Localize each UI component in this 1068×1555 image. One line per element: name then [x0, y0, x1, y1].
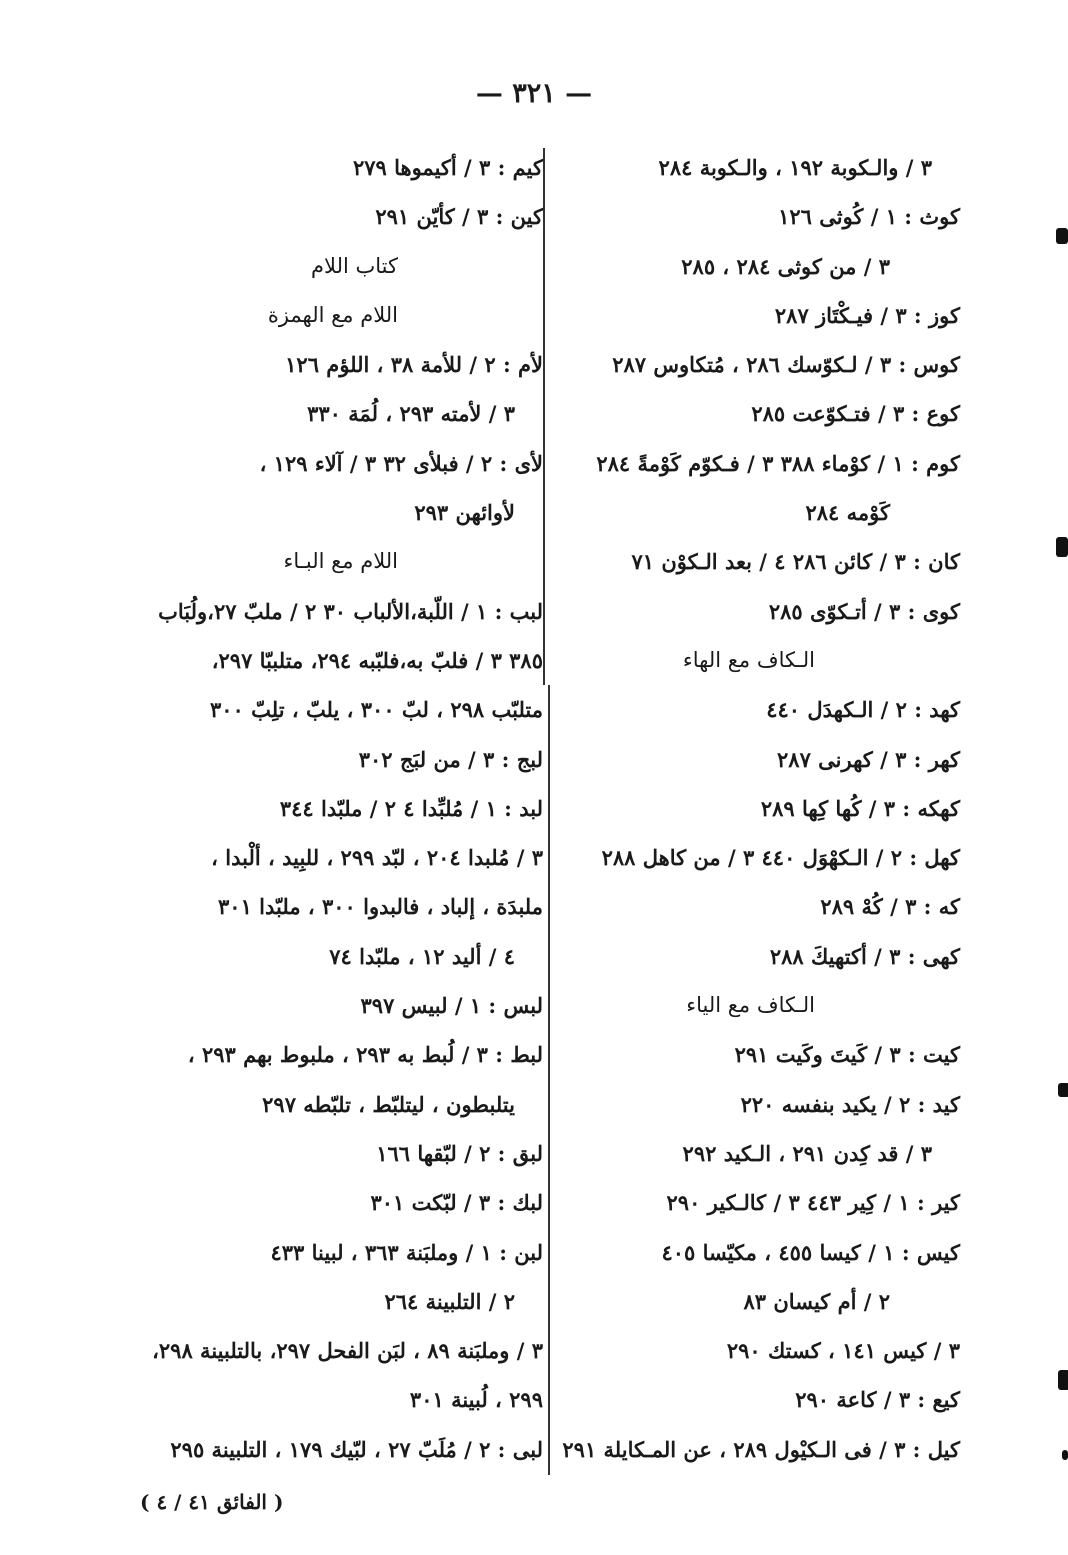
- index-entry: متلبّب ٢٩٨ ، لبّ ٣٠٠ ، يلبّ ، تلِبّ ٣٠٠: [209, 697, 543, 723]
- index-entry: كير : ١ / كِير ٤٤٣ ٣ / كالـكير ٢٩٠: [666, 1190, 960, 1216]
- section-heading: كتاب اللام: [311, 253, 398, 278]
- index-entry: ٣ / لأمته ٢٩٣ ، لُمَة ٣٣٠: [307, 401, 515, 427]
- index-entry: كين : ٣ / كأيّن ٢٩١: [375, 204, 543, 230]
- index-entry: كهى : ٣ / أكتهيكَ ٢٨٨: [769, 943, 960, 969]
- index-entry: لبط : ٣ / لُبط به ٢٩٣ ، ملبوط بهم ٢٩٣ ،: [187, 1042, 543, 1068]
- index-entry: ٣ / من كوثى ٢٨٤ ، ٢٨٥: [681, 253, 890, 279]
- right-column: [560, 143, 960, 1474]
- index-entry: ٤ / أليد ١٢ ، ملبّدا ٧٤: [329, 943, 515, 969]
- section-heading: اللام مع البـاء: [283, 549, 398, 574]
- page-number: — ٣٢١ —: [475, 78, 593, 109]
- index-entry: ٢ / أم كيسان ٨٣: [743, 1288, 890, 1314]
- index-entry: لأوائهن ٢٩٣: [414, 500, 515, 526]
- footer-signature-note: ( الفائق ٤١ / ٤ ): [140, 1490, 284, 1514]
- index-entry: لبن : ١ / وملبَنة ٣٦٣ ، لبينا ٤٣٣: [270, 1239, 543, 1265]
- section-heading: الـكاف مع الهاء: [682, 647, 815, 672]
- index-entry: كهد : ٢ / الـكهدَل ٤٤٠: [766, 697, 960, 723]
- index-entry: كهل : ٢ / الـكهْوَل ٤٤٠ ٣ / من كاهل ٢٨٨: [601, 845, 960, 871]
- index-entry: كهر : ٣ / كهرنى ٢٨٧: [777, 746, 960, 772]
- index-entry: ٢٩٩ ، لُبينة ٣٠١: [409, 1387, 543, 1413]
- index-entry: يتلبطون ، ليتلبّط ، تلبّطه ٢٩٧: [262, 1091, 515, 1117]
- index-entry: كيل : ٣ / فى الـكيْول ٢٨٩ ، عن المـكايلة ٢٩١: [562, 1436, 960, 1462]
- index-entry: ٣ / قد كِدن ٢٩١ ، الـكيد ٢٩٢: [682, 1140, 932, 1166]
- index-entry: لبب : ١ / اللّبة،الألباب ٣٠ ٢ / ملبّ ٢٧،ولُبَاب: [158, 598, 543, 624]
- index-entry: ٣ / كيس ١٤١ ، كستك ٢٩٠: [726, 1338, 960, 1364]
- index-entry: لأم : ٢ / للأمة ٣٨ ، اللؤم ١٢٦: [285, 352, 543, 378]
- scan-edge-mark: [1058, 1083, 1068, 1097]
- index-entry: كوث : ١ / كُوثى ١٢٦: [778, 204, 960, 230]
- index-entry: لبج : ٣ / من لبَج ٣٠٢: [358, 746, 543, 772]
- left-column: [118, 143, 543, 1474]
- section-heading: الـكاف مع الياء: [686, 993, 815, 1018]
- index-entry: لبس : ١ / لبيس ٣٩٧: [360, 993, 543, 1019]
- index-entry: كوم : ١ / كوْماء ٣٨٨ ٣ / فـكوّم كَوْمةً ٢٨٤: [596, 450, 960, 476]
- index-entry: كوى : ٣ / أتـكوّى ٢٨٥: [768, 598, 960, 624]
- scan-edge-mark: [1056, 228, 1068, 244]
- index-entry: كيع : ٣ / كاعة ٢٩٠: [795, 1387, 960, 1413]
- index-entry: كيت : ٣ / كَيتَ وكَيت ٢٩١: [734, 1042, 960, 1068]
- index-entry: كوز : ٣ / فيـكْتَاز ٢٨٧: [774, 302, 960, 328]
- index-entry: كَوْمه ٢٨٤: [805, 500, 890, 526]
- index-entry: كوع : ٣ / فتـكوّعت ٢٨٥: [751, 401, 960, 427]
- index-entry: كان : ٣ / كائن ٢٨٦ ٤ / بعد الـكوْن ٧١: [631, 549, 960, 575]
- index-entry: لبى : ٢ / مُلَبّ ٢٧ ، لبّيك ١٧٩ ، التلبينة ٢٩٥: [170, 1436, 543, 1462]
- index-entry: لبق : ٢ / لبّقها ١٦٦: [376, 1140, 543, 1166]
- scan-edge-mark: [1058, 1370, 1068, 1390]
- column-divider-upper: [543, 148, 545, 685]
- index-entry: كهكه : ٣ / كُها كِها ٢٨٩: [760, 795, 960, 821]
- index-entry: ٣ / والـكوبة ١٩٢ ، والـكوبة ٢٨٤: [658, 155, 932, 180]
- column-divider-lower: [548, 685, 550, 1475]
- scan-edge-mark: [1056, 537, 1068, 557]
- index-entry: كوس : ٣ / لـكوّسك ٢٨٦ ، مُتكاوس ٢٨٧: [612, 352, 960, 378]
- index-entry: كه : ٣ / كُهْ ٢٨٩: [820, 894, 960, 920]
- index-entry: كيم : ٣ / أكيموها ٢٧٩: [352, 155, 543, 180]
- index-entry: لبد : ١ / مُلبِّدا ٤ ٢ / ملبّدا ٣٤٤: [279, 795, 543, 821]
- index-entry: ٣ / وملبَنة ٨٩ ، لبَن الفحل ٢٩٧، بالتلبينة ٢٩٨،: [152, 1338, 543, 1364]
- index-entry: ٢ / التلبينة ٢٦٤: [384, 1288, 515, 1314]
- index-entry: لبك : ٣ / لبّكت ٣٠١: [370, 1190, 543, 1216]
- index-entry: ٣ / مُلبدا ٢٠٤ ، لبّد ٢٩٩ ، للبِيد ، ألْبدا ،: [211, 845, 543, 871]
- scan-edge-mark: [1062, 1450, 1068, 1460]
- index-entry: كيس : ١ / كيسا ٤٥٥ ، مكيّسا ٤٠٥: [661, 1239, 960, 1265]
- index-entry: ملبدَة ، إلباد ، فالبدوا ٣٠٠ ، ملبّدا ٣٠١: [218, 894, 543, 920]
- index-entry: ٣٨٥ ٣ / فلبّ به،فلبّبه ٢٩٤، متلببّا ٢٩٧،: [211, 647, 543, 673]
- index-entry: لأى : ٢ / فبلأى ٣٢ ٣ / آلاء ١٢٩ ،: [259, 450, 543, 476]
- index-entry: كيد : ٢ / يكيد بنفسه ٢٢٠: [740, 1091, 960, 1117]
- section-heading: اللام مع الهمزة: [267, 302, 398, 327]
